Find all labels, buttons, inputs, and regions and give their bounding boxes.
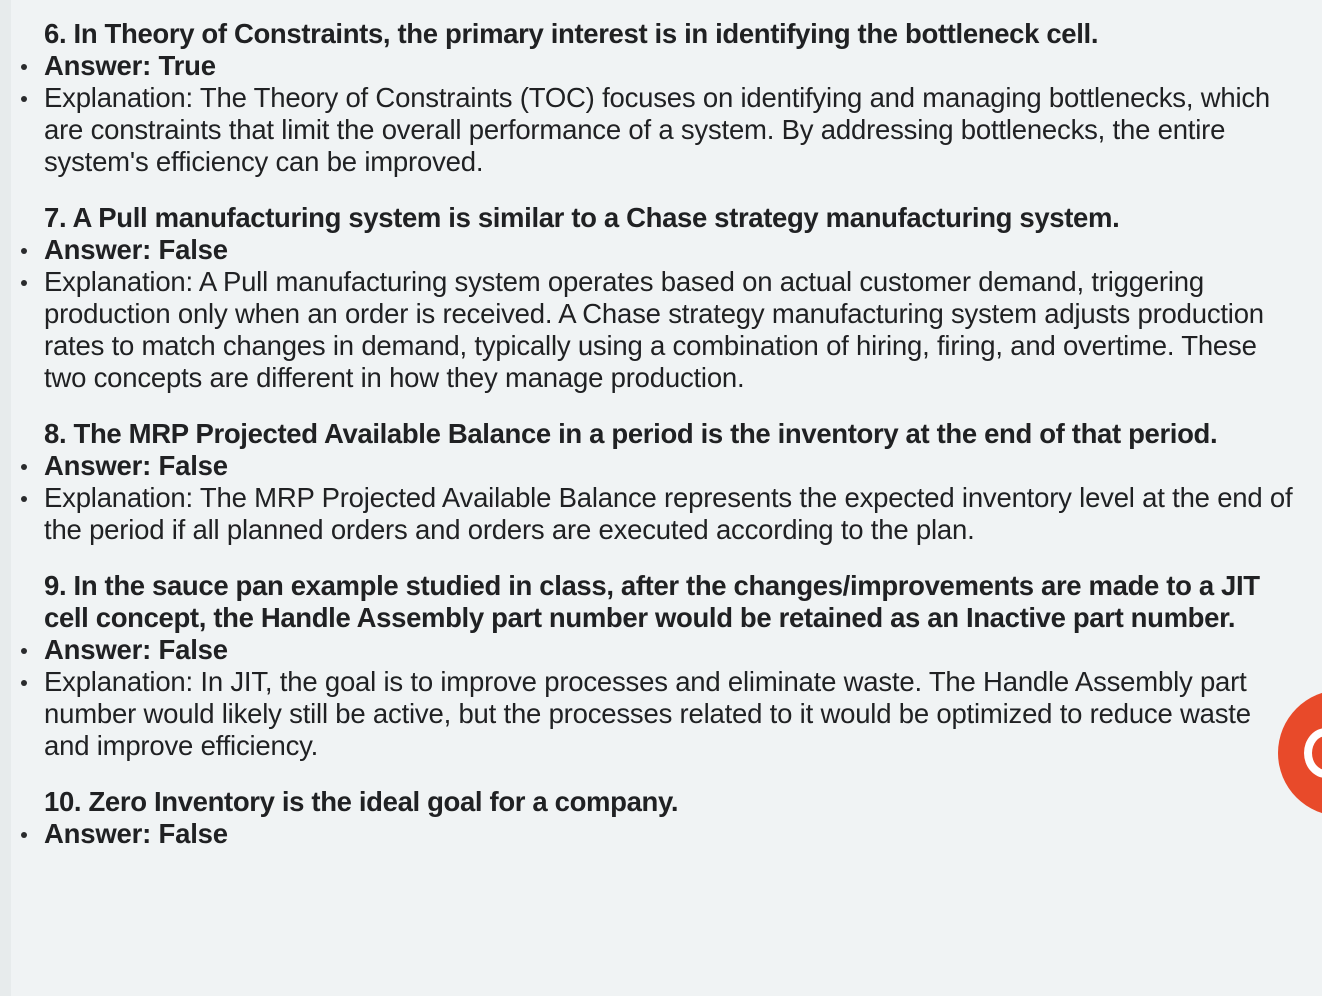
question-block-10 bbox=[44, 786, 1302, 850]
answer-list bbox=[44, 18, 1302, 850]
answer-text: Answer: False bbox=[44, 634, 1302, 666]
answer-bullets bbox=[44, 818, 1302, 850]
explanation-text: Explanation: A Pull manufacturing system operates based on actual customer demand, triggering production only when an order is received. A Chase strategy manufacturing system adjusts production rates to match changes in demand, typically using a combination of hiring, firing, and overtime. These two concepts are different in how they manage production. bbox=[44, 266, 1302, 394]
question-block-8 bbox=[44, 418, 1302, 546]
answer-text: Answer: False bbox=[44, 450, 1302, 482]
explanation-text: Explanation: The MRP Projected Available Balance represents the expected inventory level at the end of the period if all planned orders and orders are executed according to the plan. bbox=[44, 482, 1302, 546]
question-block-9 bbox=[44, 570, 1302, 762]
assistant-logo-icon bbox=[1304, 728, 1322, 778]
question-block-7 bbox=[44, 202, 1302, 394]
explanation-text: Explanation: In JIT, the goal is to improve processes and eliminate waste. The Handle Assembly part number would likely still be active, but the processes related to it would be optimized to reduce waste and improve efficiency. bbox=[44, 666, 1302, 762]
question-text: 9. In the sauce pan example studied in class, after the changes/improvements are made to a JIT cell concept, the Handle Assembly part number would be retained as an Inactive part number. bbox=[44, 570, 1260, 633]
explanation-text: Explanation: The Theory of Constraints (TOC) focuses on identifying and managing bottlenecks, which are constraints that limit the overall performance of a system. By addressing bottlenecks, the entire system's efficiency can be improved. bbox=[44, 82, 1302, 178]
left-rail bbox=[0, 0, 11, 996]
question-block-6 bbox=[44, 18, 1302, 178]
answer-bullets bbox=[44, 450, 1302, 546]
answer-text: Answer: False bbox=[44, 818, 1302, 850]
question-text: 8. The MRP Projected Available Balance in a period is the inventory at the end of that period. bbox=[44, 418, 1218, 449]
question-text: 10. Zero Inventory is the ideal goal for a company. bbox=[44, 786, 679, 817]
question-text: 6. In Theory of Constraints, the primary interest is in identifying the bottleneck cell. bbox=[44, 18, 1099, 49]
answer-bullets bbox=[44, 234, 1302, 394]
answer-bullets bbox=[44, 634, 1302, 762]
answer-text: Answer: True bbox=[44, 50, 1302, 82]
answer-text: Answer: False bbox=[44, 234, 1302, 266]
question-text: 7. A Pull manufacturing system is similar to a Chase strategy manufacturing system. bbox=[44, 202, 1120, 233]
answer-bullets bbox=[44, 50, 1302, 178]
